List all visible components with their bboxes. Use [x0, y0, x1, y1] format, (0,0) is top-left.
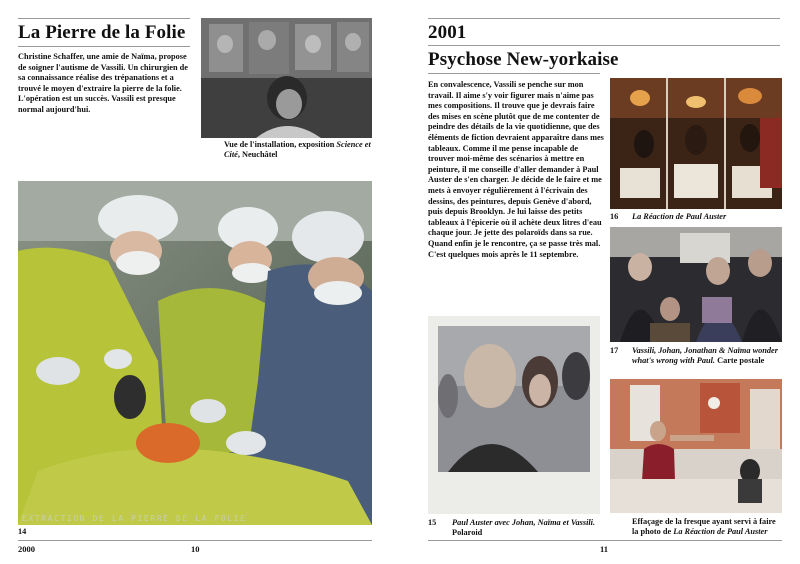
surgery-photo-art: [18, 181, 372, 525]
party-photo: [610, 227, 782, 342]
fresco-erasing-photo-art: [610, 379, 782, 513]
left-footer-page-number: 10: [191, 544, 200, 554]
restaurant-photo: [610, 78, 782, 209]
right-body-paragraph: En convalescence, Vassili se penche sur mon travail. Il aime s'y voir figurer mais n'aime pas mes compositions. Il trouve que je devrais faire des mises en scène plutôt que de me contenter de peindre des détails de la vie quotidienne, que des éléments de fiction devraient apparaître dans mes tableaux. Comme il me pense incapable de trouver moi-même des scénarios à mettre en peinture, il me conseille d'aller demander à Paul Auster de s'en charger. Je décide de le faire et me mets à envoyer régulièrement à l'écrivain des dessins, des peintures, depuis Genève d'abord, puis depuis Brooklyn. Je lui laisse des petits tableaux à l'épicerie où il achète deux litres d'eau chaque jour. Je jette des polaroïds dans sa rue. Quand enfin je le rencontre, ça se passe très mal. C'est quelques mois après le 11 septembre.: [428, 80, 604, 259]
figure-17-caption: Vassili, Johan, Jonathan & Naïma wonder what's wrong with Paul. Carte postale: [632, 346, 778, 366]
polaroid-photo: [428, 316, 600, 514]
right-footer-rule: [428, 540, 782, 541]
polaroid-photo-art: [428, 316, 600, 514]
left-footer-rule: [18, 540, 372, 541]
figure-16-caption: La Réaction de Paul Auster: [632, 212, 727, 221]
right-title-bottom-rule: [428, 73, 600, 74]
left-footer-year: 2000: [18, 544, 35, 554]
figure-16-number: 16: [610, 212, 619, 221]
right-year-top-rule: [428, 18, 780, 19]
right-year-bottom-rule: [428, 45, 780, 46]
restaurant-photo-art: [610, 78, 782, 209]
left-title-top-rule: [18, 18, 190, 19]
right-page-title: Psychose New-yorkaise: [428, 49, 619, 70]
left-page-title: La Pierre de la Folie: [18, 22, 186, 43]
surgery-photo: [18, 181, 372, 525]
figure-15-number: 15: [428, 518, 437, 527]
left-body-paragraph: Christine Schaffer, une amie de Naïma, propose de soigner l'autisme de Vassili. Un chirurgien de sa connaissance réalise des trépanations et a trouvé le moyen d'extraire la pierre de la folie. L'opération est un succès. Vassili est presque normal aujourd'hui.: [18, 52, 188, 114]
figure-14-number: 14: [18, 527, 27, 536]
figure-17-number: 17: [610, 346, 619, 355]
party-photo-art: [610, 227, 782, 342]
installation-photo-art: [201, 18, 372, 138]
right-page-year: 2001: [428, 22, 467, 43]
left-title-bottom-rule: [18, 46, 190, 47]
surgery-photo-overlay-text: EXTRACTION DE LA PIERRE DE LA FOLIE: [22, 514, 247, 523]
figure-15-caption: Paul Auster avec Johan, Naïma et Vassili. Polaroid: [452, 518, 596, 538]
installation-photo: [201, 18, 372, 138]
installation-photo-caption: Vue de l'installation, exposition Science et Cité, Neuchâtel: [224, 140, 371, 160]
fresco-erasing-photo: [610, 379, 782, 513]
right-footer-page-number: 11: [600, 544, 609, 554]
fresco-erasing-caption: Effaçage de la fresque ayant servi à faire la photo de La Réaction de Paul Auster: [632, 517, 776, 537]
